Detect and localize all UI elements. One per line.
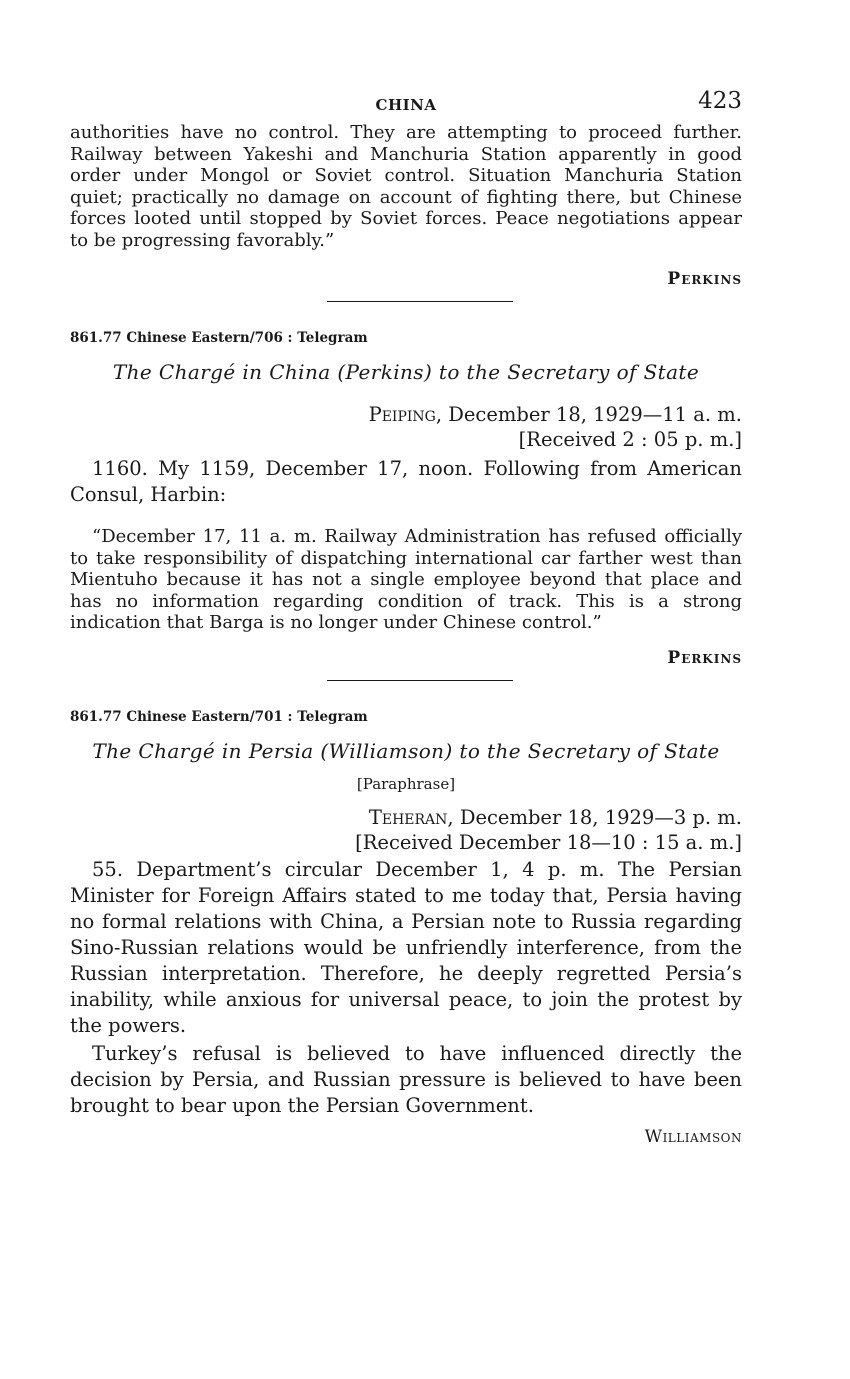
telegram-title-1: The Chargé in China (Perkins) to the Secretary of State bbox=[112, 360, 700, 384]
telegram-title-2: The Chargé in Persia (Williamson) to the Secretary of State bbox=[92, 738, 720, 763]
dateline-1 bbox=[70, 402, 742, 452]
date-sent-1: , December 18, 1929—11 a. m. bbox=[435, 403, 742, 426]
signature-williamson: Williamson bbox=[644, 1126, 742, 1147]
paraphrase-note: [Paraphrase] bbox=[356, 774, 456, 793]
telegram2-paragraph-2: Turkey’s refusal is believed to have influenced directly the decision by Persia, and Russian pressure is believed to have been brought to bear upon the Persian Government. bbox=[70, 1041, 742, 1117]
telegram2-paragraph-1: 55. Department’s circular December 1, 4 p. m. The Persian Minister for Foreign Affairs stated to me today that, Persia having no formal relations with China, a Persian note to Russia regarding Sino-Russian relations would be unfriendly interference, from the Russian interpretation. Therefore, he deeply regretted Persia’s inability, while anxious for universal peace, to join the protest by the powers. bbox=[70, 857, 742, 1037]
dateline-2 bbox=[70, 805, 742, 855]
date-sent-2: , December 18, 1929—3 p. m. bbox=[447, 805, 742, 829]
signature-perkins-2: Perkins bbox=[667, 647, 742, 668]
page-number: 423 bbox=[698, 88, 742, 114]
running-title: CHINA bbox=[375, 96, 437, 114]
telegram1-paragraph-1: 1160. My 1159, December 17, noon. Following from American Consul, Harbin: bbox=[70, 457, 742, 506]
file-reference-1: 861.77 Chinese Eastern/706 : Telegram bbox=[70, 330, 368, 346]
received-line-2: [Received December 18—10 : 15 a. m.] bbox=[355, 830, 742, 854]
signature-perkins-1: Perkins bbox=[667, 269, 742, 289]
document-page bbox=[70, 88, 742, 1147]
place-peiping: Peiping bbox=[368, 403, 436, 426]
date-line-1 bbox=[70, 402, 742, 427]
section-divider-2 bbox=[327, 680, 513, 681]
place-teheran: Teheran bbox=[368, 805, 448, 829]
file-reference-2: 861.77 Chinese Eastern/701 : Telegram bbox=[70, 708, 368, 725]
running-head bbox=[70, 88, 742, 122]
date-line-2 bbox=[70, 805, 742, 830]
telegram1-quoted-paragraph: “December 17, 11 a. m. Railway Administration has refused officially to take responsibility of dispatching international car farther west than Mientuho because it has not a single employee beyond that place and has no information regarding condition of track. This is a strong indication that Barga is no longer under Chinese control.” bbox=[70, 526, 742, 633]
section-divider-1 bbox=[327, 301, 513, 302]
received-line-1: [Received 2 : 05 p. m.] bbox=[518, 428, 742, 451]
continuation-paragraph: authorities have no control. They are attempting to proceed further. Railway between Yakeshi and Manchuria Station apparently in good order under Mongol or Soviet control. Situation Manchuria Station quiet; practically no damage on account of fighting there, but Chinese forces looted until stopped by Soviet forces. Peace negotiations appear to be progressing favorably.” bbox=[70, 122, 742, 251]
